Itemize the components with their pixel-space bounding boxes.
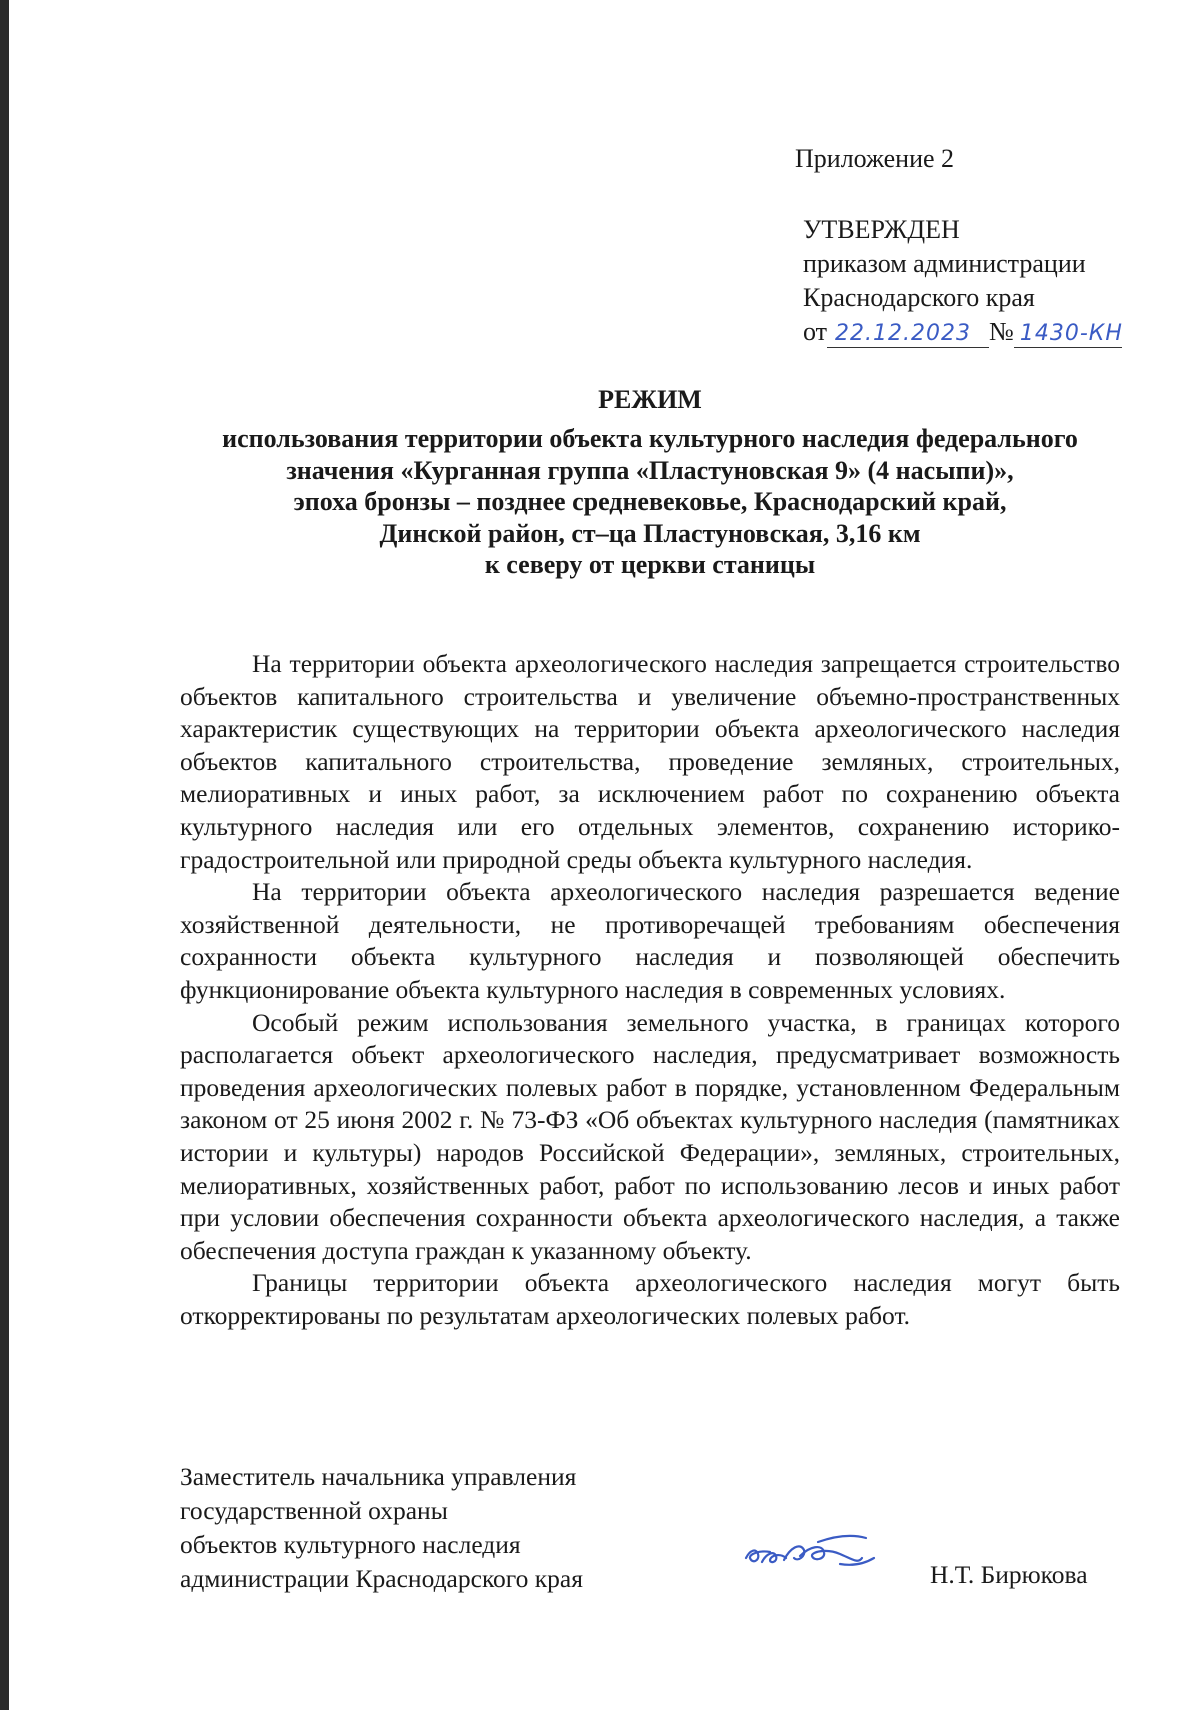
signatory-position: [180, 1460, 583, 1596]
body-paragraph: Особый режим использования земельного участка, в границах которого располагается объект археологического наследия, предусматривает возможность проведения археологических полевых работ в порядке, установленном Федеральным законом от 25 июня 2002 г. № 73-ФЗ «Об объектах культурного наследия (памятниках истории и культуры) народов Российской Федерации», земляных, строительных, мелиоративных, хозяйственных работ, работ по использованию лесов и иных работ при условии обеспечения сохранности объекта археологического наследия, а также обеспечения доступа граждан к указанному объекту.: [180, 1007, 1120, 1265]
subtitle-line: эпоха бронзы – позднее средневековье, Краснодарский край,: [293, 487, 1007, 516]
approval-line-1: приказом администрации: [803, 249, 1086, 278]
subtitle-line: к северу от церкви станицы: [484, 550, 816, 579]
body-paragraph: На территории объекта археологического наследия запрещается строительство объектов капитального строительства и увеличение объемно-пространственных характеристик существующих на территории объекта археологического наследия объектов капитального строительства, проведение земляных, строительных, мелиоративных и иных работ, за исключением работ по сохранению объекта культурного наследия или его отдельных элементов, сохранению историко-градостроительной или природной среды объекта культурного наследия.: [180, 649, 1120, 874]
number-prefix: №: [989, 317, 1014, 346]
signatory-position-line: Заместитель начальника управления: [180, 1462, 577, 1491]
body-paragraph: На территории объекта археологического наследия разрешается ведение хозяйственной деятельности, не противоречащей требованиям обеспечения сохранности объекта культурного наследия и позволяющей обеспечить функционирование объекта культурного наследия в современных условиях.: [180, 877, 1120, 1004]
approval-status: УТВЕРЖДЕН: [803, 215, 960, 244]
signatory-position-line: администрации Краснодарского края: [180, 1564, 583, 1593]
document-title: РЕЖИМ: [598, 385, 702, 414]
signatory-position-line: государственной охраны: [180, 1496, 448, 1525]
handwritten-signature: [740, 1528, 890, 1576]
handwritten-order-number: 1430-КН: [1014, 321, 1122, 348]
approval-block: [803, 213, 1122, 349]
subtitle-line: использования территории объекта культурного наследия федерального: [222, 424, 1078, 453]
date-prefix: от: [803, 317, 828, 346]
subtitle-line: Динской район, ст–ца Пластуновская, 3,16 км: [379, 518, 921, 548]
signatory-position-line: объектов культурного наследия: [180, 1530, 521, 1559]
handwritten-date: 22.12.2023: [827, 321, 989, 348]
approval-line-2: Краснодарского края: [803, 283, 1035, 312]
order-date-number-line: [803, 315, 1122, 349]
document-body: [180, 648, 1120, 1332]
subtitle-line: значения «Курганная группа «Пластуновская 9» (4 насыпи)»,: [286, 455, 1014, 485]
appendix-label: Приложение 2: [795, 144, 955, 173]
body-paragraph: Границы территории объекта археологического наследия могут быть откорректированы по результатам археологических полевых работ.: [180, 1268, 1120, 1330]
document-title-block: [120, 383, 1180, 581]
signer-name: Н.Т. Бирюкова: [930, 1560, 1088, 1589]
